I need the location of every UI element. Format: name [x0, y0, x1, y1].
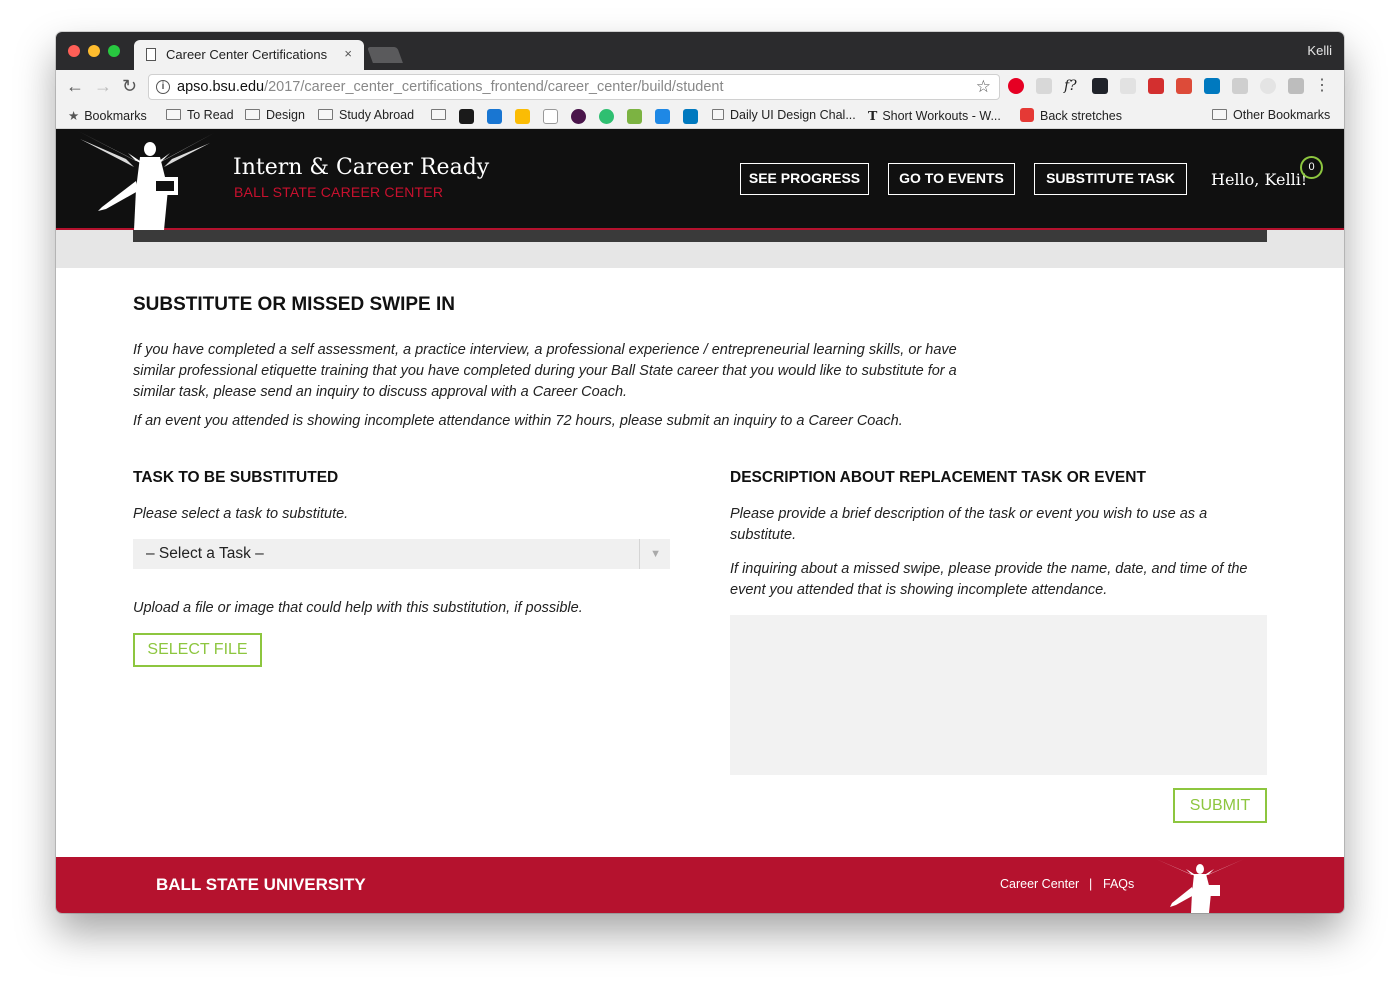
bookmark-short-workouts[interactable]: T Short Workouts - W... — [868, 108, 1001, 123]
s-extension-icon[interactable] — [1232, 78, 1248, 94]
document-bookmark-icon[interactable] — [543, 109, 558, 124]
shield-icon — [1020, 108, 1034, 122]
description-section-heading: DESCRIPTION ABOUT REPLACEMENT TASK OR EVENT — [730, 469, 1146, 486]
bookmark-folder-to-read[interactable]: To Read — [166, 108, 234, 122]
folder-icon — [318, 109, 333, 120]
upload-help: Upload a file or image that could help with this substitution, if possible. — [133, 600, 583, 616]
cors-extension-icon[interactable] — [1148, 78, 1164, 94]
intro-paragraph-attendance: If an event you attended is showing incomplete attendance within 72 hours, please submit an inquiry to a Career Coach. — [133, 413, 903, 429]
see-progress-button[interactable]: SEE PROGRESS — [740, 163, 869, 195]
bookmark-back-stretches[interactable]: Back stretches — [1020, 108, 1122, 123]
profile-name[interactable]: Kelli — [1307, 43, 1332, 58]
google-drive-bookmark-icon[interactable] — [515, 109, 530, 124]
android-bookmark-icon[interactable] — [627, 109, 642, 124]
trello-bookmark-icon[interactable] — [683, 109, 698, 124]
maximize-window-button[interactable] — [108, 45, 120, 57]
nyt-icon: T — [868, 108, 878, 123]
forward-arrow-icon[interactable]: → — [94, 76, 112, 96]
tab-title: Career Center Certifications — [166, 47, 328, 62]
page-title: SUBSTITUTE OR MISSED SWIPE IN — [133, 294, 455, 315]
json-extension-icon[interactable] — [1120, 78, 1136, 94]
site-header — [56, 129, 1344, 230]
mail-bookmark-icon[interactable] — [487, 109, 502, 124]
task-section-heading: TASK TO BE SUBSTITUTED — [133, 469, 339, 486]
behance-bookmark-icon[interactable] — [459, 109, 474, 124]
footer-separator: | — [1089, 877, 1093, 891]
browser-tab[interactable] — [134, 40, 364, 70]
folder-icon — [1212, 109, 1227, 120]
footer-link-career-center[interactable]: Career Center — [1000, 877, 1080, 891]
subnav-strip — [56, 230, 1344, 268]
new-tab-button[interactable] — [367, 47, 403, 63]
folder-icon — [431, 109, 446, 120]
select-task-help: Please select a task to substitute. — [133, 506, 349, 522]
font-identifier-extension-icon[interactable]: f? — [1064, 78, 1077, 94]
description-help: Please provide a brief description of the task or event you wish to use as a substitute. — [730, 506, 1208, 543]
close-window-button[interactable] — [68, 45, 80, 57]
extension-icon[interactable] — [1288, 78, 1304, 94]
address-bar[interactable] — [148, 74, 1000, 100]
subnav-bar — [133, 230, 1267, 242]
footer-university-name: BALL STATE UNIVERSITY — [156, 875, 366, 894]
folder-icon — [245, 109, 260, 120]
site-footer — [56, 857, 1344, 913]
chevron-down-icon[interactable]: ▼ — [650, 548, 661, 560]
main-content — [56, 268, 1344, 857]
description-textarea[interactable] — [730, 615, 1267, 775]
footer-link-faqs[interactable]: FAQs — [1103, 877, 1135, 891]
browser-toolbar — [56, 70, 1344, 104]
browser-window — [56, 32, 1344, 913]
reload-icon[interactable]: ↻ — [122, 76, 138, 96]
bookmarks-item[interactable]: ★ Bookmarks — [68, 109, 147, 123]
brand-title[interactable]: Intern & Career Ready — [233, 155, 490, 180]
trello-extension-icon[interactable] — [1204, 78, 1220, 94]
bookmark-folder-study-abroad[interactable]: Study Abroad — [318, 108, 414, 122]
brand-subtitle: BALL STATE CAREER CENTER — [234, 184, 444, 200]
bookmark-folder-design[interactable]: Design — [245, 108, 305, 122]
notification-badge[interactable]: 0 — [1300, 156, 1323, 179]
page-icon — [712, 109, 724, 120]
go-to-events-button[interactable]: GO TO EVENTS — [888, 163, 1015, 195]
info-icon[interactable]: i — [156, 80, 170, 94]
google-plus-extension-icon[interactable] — [1176, 78, 1192, 94]
submit-button[interactable]: SUBMIT — [1173, 788, 1267, 823]
tab-close-icon[interactable]: × — [344, 46, 352, 61]
url-text[interactable]: apso.bsu.edu/2017/career_center_certifications_frontend/career_center/build/student — [177, 79, 724, 95]
substitute-task-button[interactable]: SUBSTITUTE TASK — [1034, 163, 1187, 195]
app-bookmark-icon[interactable] — [571, 109, 586, 124]
star-icon: ★ — [68, 109, 80, 123]
beneficence-logo-icon[interactable] — [76, 129, 216, 230]
settings-extension-icon[interactable] — [1260, 78, 1276, 94]
user-greeting[interactable]: Hello, Kelli! — [1211, 170, 1308, 189]
missed-swipe-help: If inquiring about a missed swipe, please provide the name, date, and time of the event you attended that is showing incomplete attendance. — [730, 561, 1248, 598]
extension-icon[interactable] — [1036, 78, 1052, 94]
bookmark-folder[interactable] — [431, 108, 452, 122]
react-devtools-extension-icon[interactable] — [1092, 78, 1108, 94]
title-bar — [56, 32, 1344, 70]
page-icon — [146, 48, 156, 61]
intro-paragraph: If you have completed a self assessment, a practice interview, a professional experience / entrepreneurial learning skills, or have similar professional etiquette training that you have completed during your Ball State career that you would like to substitute for a similar task, please send an inquiry to discuss approval with a Career Coach. — [133, 342, 957, 400]
menu-kebab-icon[interactable]: ⋮ — [1314, 77, 1330, 94]
folder-icon — [166, 109, 181, 120]
back-arrow-icon[interactable]: ← — [66, 76, 84, 96]
task-select-value: – Select a Task – — [146, 545, 264, 562]
bookmark-folder-other[interactable]: Other Bookmarks — [1212, 108, 1330, 122]
select-file-button[interactable]: SELECT FILE — [133, 633, 262, 667]
leaf-bookmark-icon[interactable] — [599, 109, 614, 124]
minimize-window-button[interactable] — [88, 45, 100, 57]
bookmark-star-icon[interactable]: ☆ — [975, 77, 991, 96]
task-select[interactable] — [133, 539, 670, 569]
app-bookmark-icon[interactable] — [655, 109, 670, 124]
select-divider — [639, 539, 640, 569]
bookmark-daily-ui[interactable]: Daily UI Design Chal... — [712, 108, 856, 122]
beneficence-logo-icon — [1154, 857, 1246, 913]
pinterest-extension-icon[interactable] — [1008, 78, 1024, 94]
bookmarks-bar — [56, 104, 1344, 129]
